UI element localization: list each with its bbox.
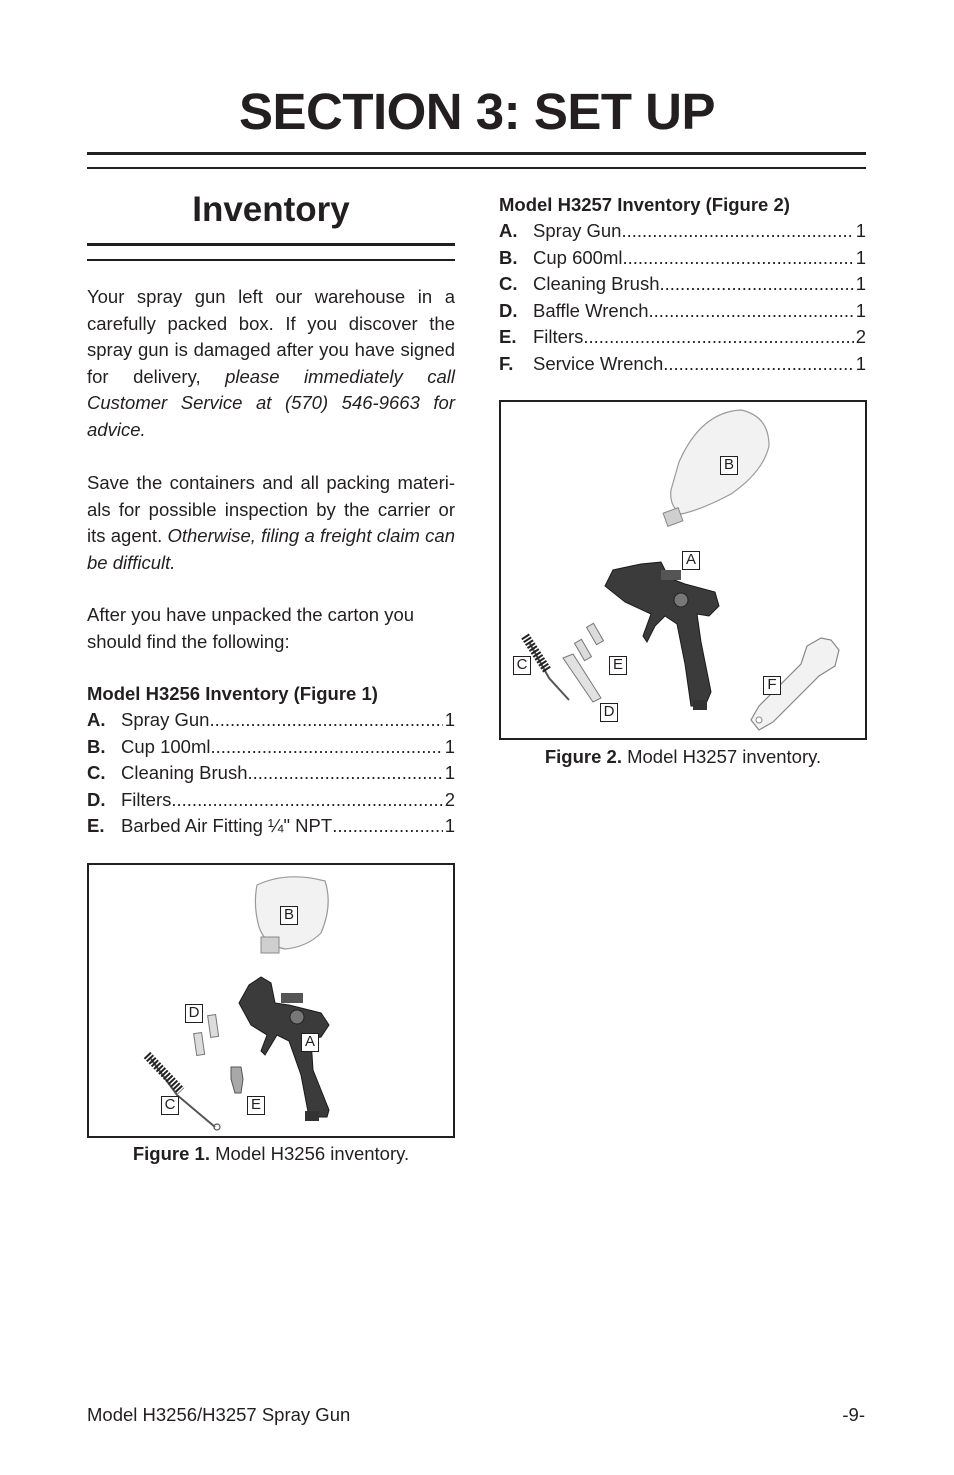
item-key: F. <box>499 352 514 374</box>
callout-d: D <box>600 703 618 722</box>
item-key: C. <box>87 762 106 783</box>
gun-dial <box>290 1010 304 1024</box>
item-qty: 1 <box>444 762 455 783</box>
item-key: B. <box>87 735 106 757</box>
footer-model-name: Model H3256/H3257 Spray Gun <box>87 1404 351 1425</box>
intro-paragraph-2 <box>87 470 455 576</box>
inventory-rule-thick <box>87 243 455 246</box>
item-name: Cup 100ml <box>121 735 211 757</box>
list-item <box>87 760 455 787</box>
spray-gun-illustration <box>605 562 719 706</box>
list-item <box>499 271 866 298</box>
wrench-hole <box>756 717 762 723</box>
intro-paragraph-3 <box>87 602 455 655</box>
list-item <box>87 813 455 840</box>
gun-cup-connector <box>661 570 681 580</box>
callout-e: E <box>609 656 627 675</box>
item-key: A. <box>87 709 106 730</box>
item-qty: 1 <box>444 815 455 836</box>
leader-dots <box>209 707 442 734</box>
callout-f: F <box>763 676 781 695</box>
item-qty: 1 <box>855 299 866 321</box>
filter-illustration <box>194 1033 205 1056</box>
item-key: E. <box>87 815 105 836</box>
item-name: Filters <box>121 788 172 810</box>
figure-1-box <box>87 863 455 1138</box>
intro-p2-italic: Otherwise, filing a freight claim can be difficult. <box>87 525 455 573</box>
item-name: Cleaning Brush <box>121 762 248 783</box>
title-rule-thin <box>87 167 866 169</box>
figure-2-box <box>499 400 867 740</box>
leader-dots <box>171 787 442 814</box>
brush-bristles <box>147 1055 181 1091</box>
cup-neck <box>261 937 279 953</box>
item-name: Filters <box>533 326 584 347</box>
filter-illustration <box>575 639 592 660</box>
callout-e: E <box>247 1096 265 1115</box>
air-fitting-illustration <box>231 1067 243 1093</box>
item-qty: 1 <box>855 246 866 268</box>
intro-p1-text: Your spray gun left our warehouse in a carefully packed box. If you discover the spray gun is damaged after you have signed for delivery, <box>87 286 455 387</box>
figure-2-caption <box>499 746 867 768</box>
callout-c: C <box>161 1096 179 1115</box>
h3257-inventory-title: Model H3257 Inventory (Figure 2) <box>499 194 790 215</box>
item-name: Spray Gun <box>533 220 622 241</box>
callout-c: C <box>513 656 531 675</box>
title-rule-thick <box>87 152 866 155</box>
item-key: D. <box>87 788 106 810</box>
item-key: A. <box>499 220 518 241</box>
leader-dots <box>332 813 443 840</box>
item-key: D. <box>499 299 518 321</box>
footer-page-number: -9- <box>842 1404 865 1425</box>
item-name: Cleaning Brush <box>533 273 660 294</box>
baffle-wrench-illustration <box>563 654 601 702</box>
intro-p1-italic: please immediately call Customer Service at (570) 546-9663 for advice. <box>87 365 455 440</box>
item-key: E. <box>499 326 517 347</box>
cleaning-brush-illustration <box>151 1059 215 1127</box>
item-name: Baffle Wrench <box>533 299 649 321</box>
figure-1-caption <box>87 1143 455 1165</box>
list-item <box>87 787 455 814</box>
callout-a: A <box>682 551 700 570</box>
item-key: C. <box>499 273 518 294</box>
figure-1-illustration <box>89 865 453 1136</box>
item-name: Spray Gun <box>121 709 210 730</box>
item-qty: 1 <box>855 220 866 241</box>
leader-dots <box>621 218 853 245</box>
item-qty: 2 <box>855 326 866 347</box>
item-qty: 1 <box>855 352 866 374</box>
leader-dots <box>622 245 853 272</box>
gun-air-inlet <box>693 700 707 710</box>
item-qty: 1 <box>855 273 866 294</box>
item-qty: 1 <box>444 735 455 757</box>
leader-dots <box>660 271 854 298</box>
inventory-heading: Inventory <box>192 190 350 229</box>
filter-illustration <box>587 623 604 644</box>
list-item <box>499 245 866 272</box>
inventory-rule-thin <box>87 259 455 261</box>
callout-a: A <box>301 1033 319 1052</box>
item-name: Barbed Air Fitting ¼" NPT <box>121 815 333 836</box>
intro-p3-text: After you have unpacked the carton you should find the following: <box>87 604 415 652</box>
figure-2-label: Figure 2. <box>544 746 622 767</box>
item-name: Service Wrench <box>533 352 664 374</box>
section-title: SECTION 3: SET UP <box>238 83 716 140</box>
list-item <box>499 324 866 351</box>
h3257-inventory-list <box>499 218 866 377</box>
leader-dots <box>248 760 443 787</box>
figure-1-caption-text: Model H3256 inventory. <box>209 1143 410 1164</box>
intro-paragraph-1 <box>87 284 455 443</box>
filter-illustration <box>208 1015 219 1038</box>
leader-dots <box>210 734 442 761</box>
list-item <box>499 218 866 245</box>
leader-dots <box>583 324 853 351</box>
list-item <box>87 734 455 761</box>
item-name: Cup 600ml <box>533 246 623 268</box>
leader-dots <box>649 298 854 325</box>
item-qty: 1 <box>444 709 455 730</box>
list-item <box>87 707 455 734</box>
figure-2-caption-text: Model H3257 inventory. <box>621 746 822 767</box>
callout-b: B <box>280 906 298 925</box>
list-item <box>499 298 866 325</box>
item-qty: 2 <box>444 788 455 810</box>
gun-cup-connector <box>281 993 303 1003</box>
h3256-inventory-title: Model H3256 Inventory (Figure 1) <box>87 683 378 704</box>
list-item <box>499 351 866 378</box>
item-key: B. <box>499 246 518 268</box>
gun-dial <box>674 593 688 607</box>
callout-b: B <box>720 456 738 475</box>
gun-air-inlet <box>305 1111 319 1121</box>
figure-2-illustration <box>501 402 865 738</box>
callout-d: D <box>185 1004 203 1023</box>
figure-1-label: Figure 1. <box>132 1143 210 1164</box>
h3256-inventory-list <box>87 707 455 840</box>
leader-dots <box>663 351 853 378</box>
intro-p2-text: Save the containers and all packing materi-als for possible inspection by the carrier or its agent. <box>87 472 455 546</box>
